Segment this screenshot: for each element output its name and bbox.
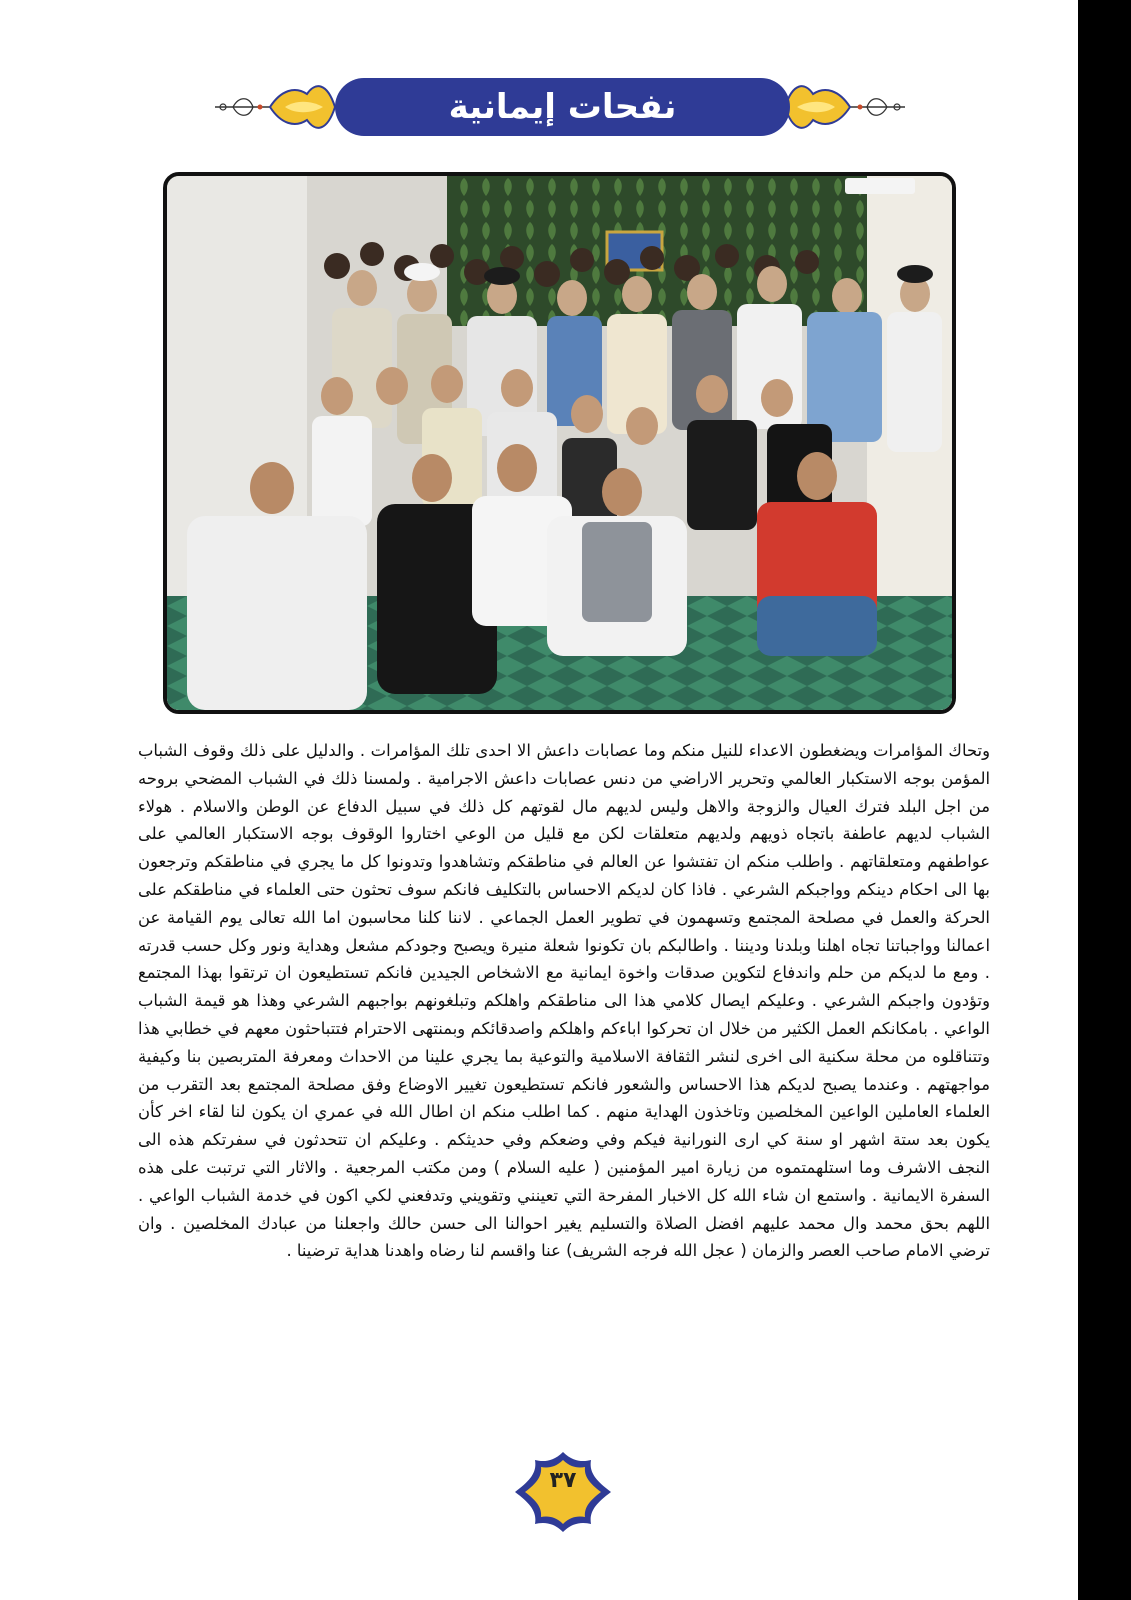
page-number: ٣٧ xyxy=(549,1468,577,1493)
page-title: نفحات إيمانية xyxy=(448,87,677,127)
right-flourish-icon xyxy=(785,86,905,128)
page-edge-bar xyxy=(1078,0,1131,1600)
group-photo xyxy=(163,172,956,714)
article-body: وتحاك المؤامرات ويضغطون الاعداء للنيل منكم وما عصابات داعش الا احدى تلك المؤامرات . والدليل على ذلك وقوف الشباب المؤمن بوجه الاستكبار العالمي وتحرير الاراضي من دنس عصابات داعش الاجرامية . ولمسنا ذلك في الشباب المضحي بروحه من اجل البلد فترك العيال والزوجة والاهل وليس لديهم مال لقوتهم كل ذلك في سبيل الدفاع عن الوطن والاسلام . هولاء الشباب لديهم عاطفة باتجاه ذويهم ولديهم متعلقات لكن مع قليل من الوعي اختاروا الوقوف بوجه الاستكبار العالمي على عواطفهم ومتعلقاتهم . واطلب منكم ان تفتشوا عن العالم في مناطقكم وتشاهدوا وتدونوا كل ما يجري في مناطقكم وترجعون بها الى احكام دينكم وواجبكم الشرعي . فاذا كان لديكم الاحساس بالتكليف فانكم سوف تحثون حتى العلماء في مناطقكم على الحركة والعمل في مصلحة المجتمع وتسهمون في تطوير العمل الجماعي . لاننا كلنا محاسبون اما الله تعالى يوم القيامة عن اعمالنا وواجباتنا تجاه اهلنا وبلدنا وديننا . واطالبكم بان تكونوا شعلة منيرة ويصبح وجودكم مشعل وهداية ونور وكل حسب قدرته . ومع ما لديكم من حلم واندفاع لتكوين صدقات واخوة ايمانية مع الاشخاص الجيدين فانكم تستطيعون ان ترتقوا بهذا المجتمع وتؤدون واجبكم الشرعي . وعليكم ايصال كلامي هذا الى مناطقكم واهلكم وتبلغونهم بواجبهم الشرعي وهذا هو قيمة الشباب الواعي . بامكانكم العمل الكثير من خلال ان تحركوا اباءكم واهلكم واصدقائكم وبمنتهى الاحترام فتتباحثون معهم في خطابي هذا وتتناقلوه من محلة سكنية الى اخرى لنشر الثقافة الاسلامية والتوعية بما يجري علينا من الاحداث ومعرفة المتربصين بنا وكيفية مواجهتهم . وعندما يصبح لديكم هذا الاحساس والشعور فانكم تستطيعون تغيير الاوضاع وفق مصلحة المجتمع بعد التقرب من العلماء العاملين الواعين المخلصين وتاخذون الهداية منهم . كما اطلب منكم ان اطال الله في عمري ان يكون لنا لقاء اخر كأن يكون بعد ستة اشهر او سنة كي ارى النورانية فيكم وفي وضعكم وفي حديثكم . وعليكم ان تتحدثون في سفرتكم هذه الى النجف الاشرف وما استلهمتموه من زيارة امير المؤمنين ( عليه السلام ) ومن مكتب المرجعية . والاثار التي ترتبت على هذه السفرة الايمانية . واستمع ان شاء الله كل الاخبار المفرحة التي تعينني وتقويني وتدفعني لكي اكون في خدمة الشباب الواعي . اللهم بحق محمد وال محمد عليهم افضل الصلاة والتسليم يغير احوالنا الى حسن حالك واجعلنا من عبادك المخلصين . وان ترضي الامام صاحب العصر والزمان ( عجل الله فرجه الشريف) عنا واقسم لنا رضاه واهدنا هداية ترضينا . xyxy=(138,741,990,1261)
page-header xyxy=(215,72,905,142)
left-flourish-icon xyxy=(215,86,335,128)
group-photo-illustration xyxy=(167,176,952,710)
